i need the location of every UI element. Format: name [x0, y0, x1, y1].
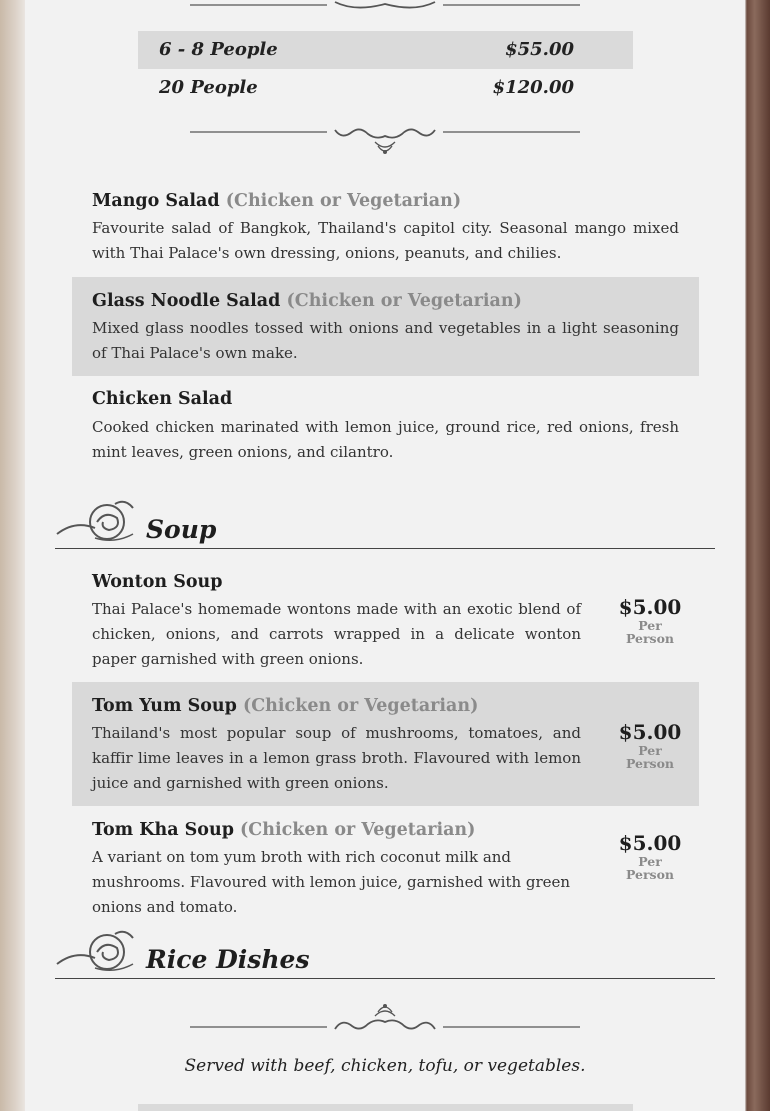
item-name: Wonton Soup	[92, 572, 223, 592]
item-name: Mango Salad	[92, 191, 220, 211]
ornamental-flourish-icon	[55, 924, 137, 976]
item-description: Favourite salad of Bangkok, Thailand's capitol city. Seasonal mango mixed with Thai Palace's own dressing, onions, peanuts, and chilies.	[92, 219, 679, 262]
price-unit: Person	[625, 756, 675, 771]
group-price-row	[138, 31, 633, 69]
ornament-divider-top	[190, 0, 580, 12]
item-description: A variant on tom yum broth with rich coconut milk and mushrooms. Flavoured with lemon juice, garnished with green onions and tomato.	[92, 848, 571, 916]
next-row-edge	[138, 1104, 633, 1111]
item-price: $5.00	[618, 720, 682, 744]
item-option: (Chicken or Vegetarian)	[225, 191, 462, 211]
section-note: Served with beef, chicken, tofu, or vegetables.	[184, 1056, 586, 1076]
menu-item-chicken-salad	[72, 387, 699, 467]
menu-item-glass-noodle-salad	[72, 277, 699, 376]
price-unit: Per	[638, 854, 662, 869]
ornament-divider	[190, 1002, 580, 1022]
group-size-label: 6 - 8 People	[159, 39, 278, 60]
item-name: Glass Noodle Salad	[92, 291, 281, 311]
section-header-soup	[55, 498, 715, 549]
price-unit: Person	[625, 867, 675, 882]
item-option: (Chicken or Vegetarian)	[240, 820, 476, 840]
price-unit: Per	[638, 618, 662, 633]
group-price-row	[138, 69, 633, 107]
item-option: (Chicken or Vegetarian)	[242, 696, 479, 716]
price-unit: Person	[625, 631, 675, 646]
item-price: $5.00	[618, 831, 682, 855]
ornament-divider	[190, 122, 580, 142]
item-description: Mixed glass noodles tossed with onions and vegetables in a light seasoning of Thai Palace's own make.	[92, 319, 679, 362]
section-title: Soup	[146, 515, 217, 544]
item-description: Thailand's most popular soup of mushrooms, tomatoes, and kaffir lime leaves in a lemon grass broth. Flavoured with lemon juice and garnished with green onions.	[92, 724, 581, 792]
price-block	[610, 831, 690, 881]
price-block	[610, 720, 690, 770]
menu-item-tom-kha-soup	[72, 818, 699, 916]
price-block	[610, 595, 690, 645]
group-price: $120.00	[492, 77, 574, 98]
item-name: Tom Yum Soup	[92, 696, 237, 716]
group-price: $55.00	[505, 39, 574, 60]
item-option: (Chicken or Vegetarian)	[286, 291, 522, 311]
item-name: Tom Kha Soup	[92, 820, 234, 840]
section-header-rice-dishes	[55, 928, 715, 979]
menu-item-tom-yum-soup	[72, 682, 699, 806]
item-name: Chicken Salad	[92, 389, 233, 409]
price-unit: Per	[638, 743, 662, 758]
item-price: $5.00	[618, 595, 682, 619]
group-size-label: 20 People	[159, 77, 258, 98]
ornamental-flourish-icon	[55, 494, 137, 546]
menu-item-wonton-soup	[72, 568, 699, 674]
item-description: Thai Palace's homemade wontons made with an exotic blend of chicken, onions, and carrots wrapped in a delicate wonton paper garnished with green onions.	[92, 600, 581, 668]
item-description: Cooked chicken marinated with lemon juice, ground rice, red onions, fresh mint leaves, green onions, and cilantro.	[92, 418, 679, 461]
section-title: Rice Dishes	[146, 945, 310, 974]
menu-item-mango-salad	[72, 188, 699, 274]
